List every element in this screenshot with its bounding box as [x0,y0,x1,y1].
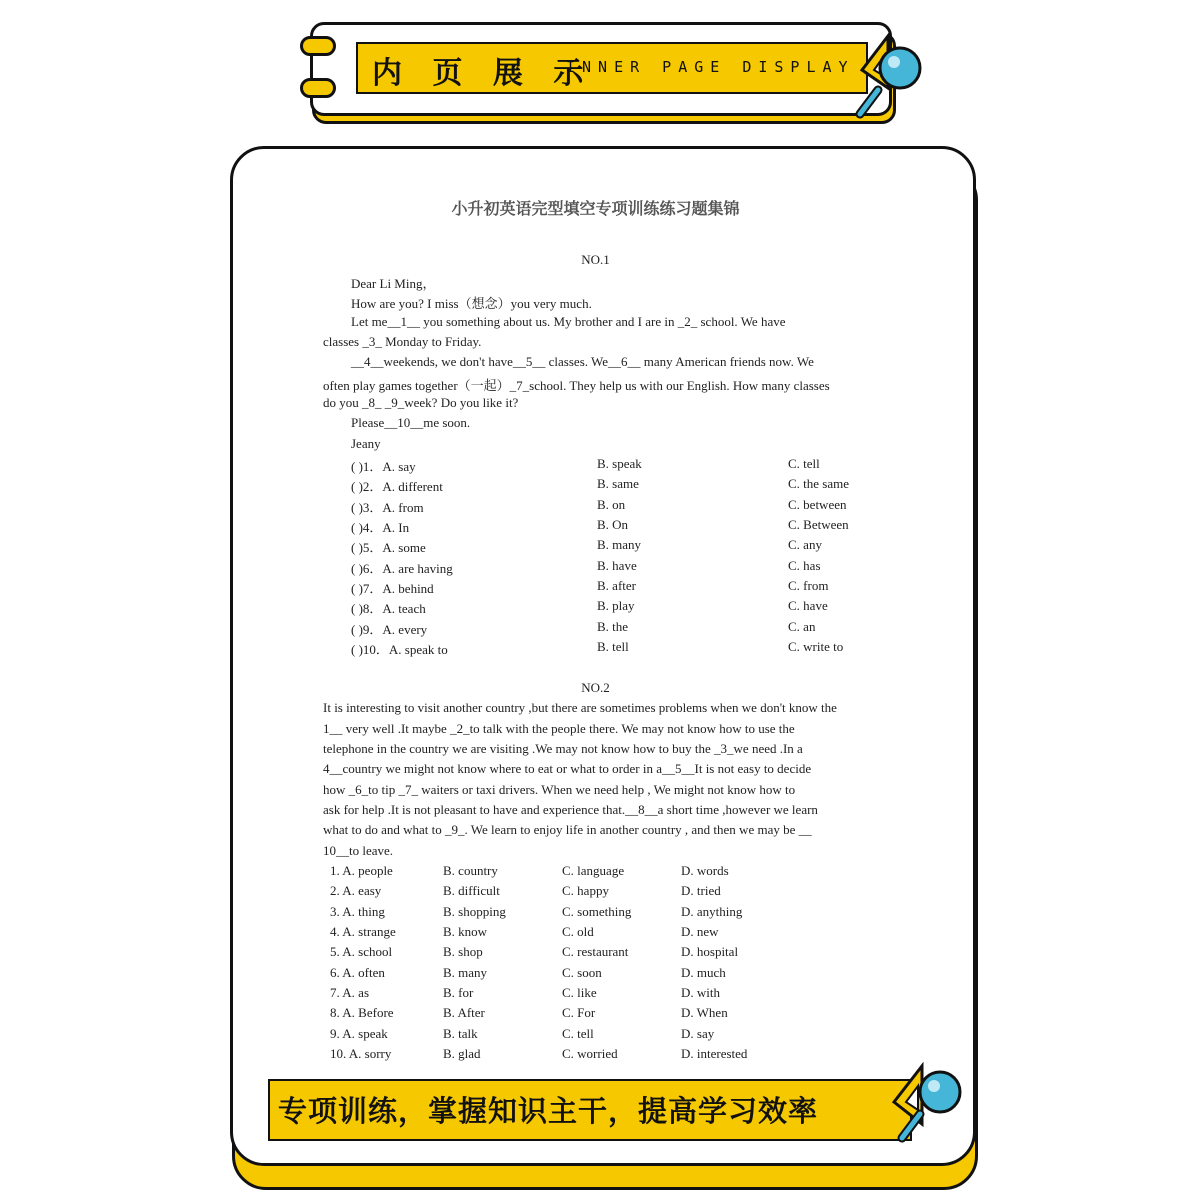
option-row: ( )1．A. say B. speak C. tell [351,456,820,474]
letter-line: Dear Li Ming， [351,276,436,291]
banner-title-en: INNER PAGE DISPLAY [566,58,855,76]
banner-label [356,42,868,94]
option-row: ( )5．A. some B. many C. any [351,537,822,555]
option-row: ( )10．A. speak to B. tell C. write to [351,639,844,657]
letter-line: Please__10__me soon. [351,415,471,430]
letter-line: How are you? I miss（想念）you very much. [351,296,592,311]
passage-line: 10__to leave. [323,843,394,858]
letter-line: often play games together（一起）_7_school. They help us with our English. How many classes [323,378,830,393]
option-row: 4. A. strange B. know C. old D. new [330,924,719,939]
binder-ring-icon [300,36,336,56]
option-row: 1. A. people B. country C. language D. words [330,863,729,878]
ruler-magnifier-icon [888,1062,968,1152]
section-heading-no2: NO.2 [581,680,610,695]
option-row: ( )8．A. teach B. play C. have [351,598,828,616]
option-row: ( )3．A. from B. on C. between [351,497,847,515]
option-row: 2. A. easy B. difficult C. happy D. tried [330,883,721,898]
option-row: 10. A. sorry B. glad C. worried D. interested [330,1046,748,1061]
slogan-text: 专项训练，掌握知识主干，提高学习效率 [278,1094,819,1128]
header-banner [300,20,930,130]
banner-title-cn: 内 页 展 示 [372,56,594,91]
slogan-banner [268,1079,912,1141]
option-row: ( )4．A. In B. On C. Between [351,517,849,535]
ruler-magnifier-icon [848,32,928,122]
option-row: 9. A. speak B. talk C. tell D. say [330,1026,715,1041]
letter-line: do you _8_ _9_week? Do you like it? [323,395,519,410]
letter-signature: Jeany [351,436,381,451]
passage-line: It is interesting to visit another country ,but there are sometimes problems when we don't know the [323,700,837,715]
option-row: 5. A. school B. shop C. restaurant D. hospital [330,944,739,959]
passage-line: 1__ very well .It maybe _2_to talk with the people there. We may not know how to use the [323,721,795,736]
passage-line: what to do and what to _9_. We learn to enjoy life in another country , and then we may be __ [323,822,812,837]
option-row: 6. A. often B. many C. soon D. much [330,965,726,980]
passage-line: ask for help .It is not pleasant to have and experience that.__8__a short time ,however we learn [323,802,818,817]
option-row: 3. A. thing B. shopping C. something D. anything [330,904,743,919]
passage-line: how _6_to tip _7_ waiters or taxi drivers. When we need help , We might not know how to [323,782,796,797]
option-row: 7. A. as B. for C. like D. with [330,985,720,1000]
option-row: ( )2．A. different B. same C. the same [351,476,850,494]
option-row: 8. A. Before B. After C. For D. When [330,1005,728,1020]
letter-line: __4__weekends, we don't have__5__ classes. We__6__ many American friends now. We [351,354,814,369]
option-row: ( )6．A. are having B. have C. has [351,558,821,576]
letter-line: Let me__1__ you something about us. My brother and I are in _2_ school. We have [351,314,786,329]
passage-line: 4__country we might not know where to eat or what to order in a__5__It is not easy to decide [323,761,812,776]
passage-line: telephone in the country we are visiting .We may not know how to buy the _3_we need .In a [323,741,803,756]
option-row: ( )7．A. behind B. after C. from [351,578,829,596]
binder-ring-icon [300,78,336,98]
letter-line: classes _3_ Monday to Friday. [323,334,482,349]
section-heading-no1: NO.1 [581,252,610,267]
option-row: ( )9．A. every B. the C. an [351,619,816,637]
document-title: 小升初英语完型填空专项训练练习题集锦 [451,199,740,218]
